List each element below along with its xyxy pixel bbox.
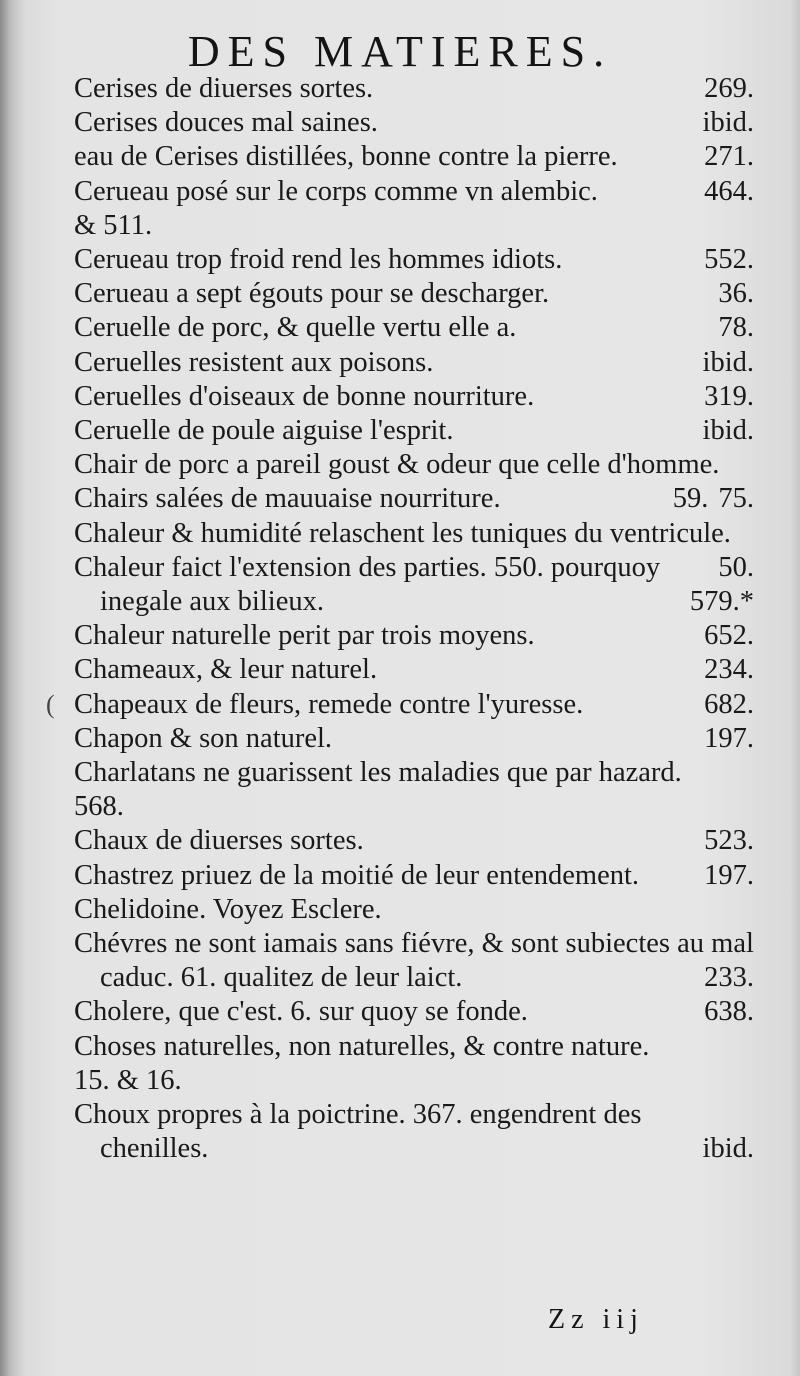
index-entry [74, 1030, 754, 1098]
entry-text: Chelidoine. Voyez Esclere. [74, 893, 382, 925]
index-entry [74, 551, 754, 619]
entry-page: ibid. [702, 1133, 754, 1165]
entry-text: Cerueau a sept égouts pour se descharger. [74, 278, 550, 310]
entry-text: Cerueau posé sur le corps comme vn alembic. [74, 175, 598, 207]
entry-text: Chaleur faict l'extension des parties. 550. pourquoy inegale aux bilieux. [74, 551, 661, 618]
entry-continuation: 568. [74, 791, 124, 823]
entry-text: Chastrez priuez de la moitié de leur entendement. [74, 859, 640, 891]
entry-text: Chapon & son naturel. [74, 722, 333, 754]
entry-text: Ceruelles resistent aux poisons. [74, 346, 434, 378]
entry-continuation: & 511. [74, 209, 153, 241]
entry-page: 638. [704, 996, 754, 1028]
index-entry [74, 859, 754, 893]
index-entry [74, 414, 754, 448]
entry-text: Chaleur & humidité relaschent les tuniques du ventricule. [74, 517, 731, 549]
entry-page: 523. [704, 825, 754, 857]
entry-page: 552. [704, 244, 754, 276]
entry-text: Choses naturelles, non naturelles, & contre nature. [74, 1030, 650, 1062]
index-entry [74, 311, 754, 345]
index-entry [74, 482, 754, 516]
index-entry [74, 517, 754, 583]
entry-page: 233. [704, 962, 754, 994]
entry-text: Chameaux, & leur naturel. [74, 654, 378, 686]
signature-mark: Zz iij [548, 1304, 644, 1335]
index-entry [74, 893, 754, 927]
entry-text: Choux propres à la poictrine. 367. engendrent des chenilles. [74, 1099, 642, 1165]
entry-text: Chaleur naturelle perit par trois moyens. [74, 620, 535, 652]
index-entry [74, 72, 754, 106]
entry-text: Chaux de diuerses sortes. [74, 825, 364, 857]
index-entry [74, 653, 754, 687]
index-entry [74, 346, 754, 380]
index-entry [74, 927, 754, 995]
entry-text: Chévres ne sont iamais sans fiévre, & sont subiectes au mal caduc. 61. qualitez de leur laict. [74, 928, 754, 994]
entry-text: Ceruelles d'oiseaux de bonne nourriture. [74, 380, 535, 412]
entry-page: 652. [704, 620, 754, 652]
entry-page: ibid. [702, 107, 754, 139]
entry-continuation: 15. & 16. [74, 1064, 182, 1096]
entry-page: 234. [704, 654, 754, 686]
index-entries [74, 72, 754, 1167]
entry-page: 579.* [689, 586, 754, 618]
entry-page: 59. [672, 483, 709, 515]
index-entry [74, 140, 754, 174]
entry-text: Chapeaux de fleurs, remede contre l'yuresse. [74, 688, 584, 720]
entry-text: Ceruelle de porc, & quelle vertu elle a. [74, 312, 517, 344]
index-entry [74, 619, 754, 653]
entry-page: 197. [704, 859, 754, 891]
index-entry [74, 277, 754, 311]
entry-text: Cerueau trop froid rend les hommes idiots. [74, 244, 563, 276]
entry-page: 78. [718, 312, 754, 344]
margin-mark: ( [46, 690, 55, 719]
entry-page: 36. [718, 278, 754, 310]
entry-page: 50. [718, 551, 754, 583]
entry-text: Chairs salées de mauuaise nourriture. [74, 483, 501, 515]
index-entry [74, 995, 754, 1029]
entry-page: ibid. [702, 415, 754, 447]
entry-page: 464. [704, 175, 754, 207]
index-entry [74, 756, 754, 824]
page-title: DES MATIERES. [187, 27, 613, 76]
entry-text: Charlatans ne guarissent les maladies que par hazard. [74, 757, 682, 789]
index-entry [74, 106, 754, 140]
entry-page: 319. [704, 380, 754, 412]
entry-page: 271. [704, 141, 754, 173]
entry-text: Cholere, que c'est. 6. sur quoy se fonde. [74, 996, 528, 1028]
entry-page: 197. [704, 722, 754, 754]
index-entry [74, 722, 754, 756]
entry-page: ibid. [702, 346, 754, 378]
index-entry [74, 243, 754, 277]
entry-text: Cerises de diuerses sortes. [74, 73, 374, 104]
entry-text: Chair de porc a pareil goust & odeur que celle d'homme. [74, 449, 720, 481]
entry-text: eau de Cerises distillées, bonne contre la pierre. [74, 141, 618, 173]
index-entry [74, 1098, 754, 1166]
entry-text: Ceruelle de poule aiguise l'esprit. [74, 415, 454, 447]
entry-page: 75. [718, 483, 754, 515]
entry-page: 682. [704, 688, 754, 720]
index-entry [74, 175, 754, 243]
index-entry [74, 688, 754, 722]
entry-text: Cerises douces mal saines. [74, 107, 378, 139]
entry-page: 269. [704, 73, 754, 104]
index-entry [74, 380, 754, 414]
index-entry [74, 824, 754, 858]
